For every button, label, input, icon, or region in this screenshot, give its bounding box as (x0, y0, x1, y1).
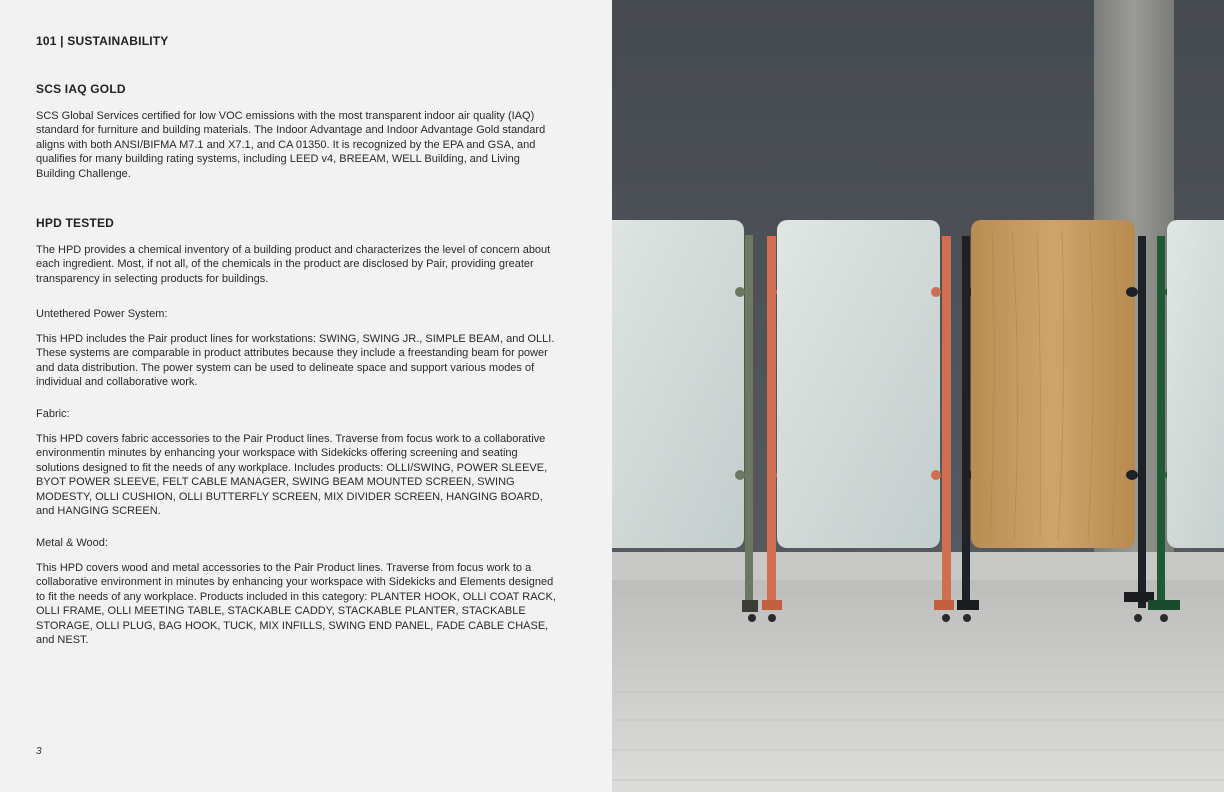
hpd-body: The HPD provides a chemical inventory of a building product and characterizes the level of concern about each ingredient. Most, if not all, of the chemicals in the product are disclosed by Pair, providing greater transparency in selecting products for buildings. (36, 244, 551, 285)
glass-panel-2 (777, 220, 940, 548)
power-label: Untethered Power System: (36, 308, 168, 320)
scs-body: SCS Global Services certified for low VOC emissions with the most transparent indoor air quality (IAQ) standard for furniture and building materials. The Indoor Advantage and Indoor Advantage Gold standard aligns with both ANSI/BIFMA M7.1 and X7.1, and CA 01350. It is recognized by the EPA and GSA, and qualifies for many building rating systems, including LEED v4, BREEAM, WELL Building, and Living Building Challenge. (36, 110, 546, 180)
scs-title: SCS IAQ GOLD (36, 82, 126, 96)
floor (612, 580, 1224, 792)
fabric-body: This HPD covers fabric accessories to the Pair Product lines. Traverse from focus work to a collaborative environmentin minutes by enhancing your workspace with Sidekicks offering screening and seating solutions designed to fit the needs of any workplace. Includes products: OLLI/SWING, POWER SLEEVE, BYOT POWER SLEEVE, FELT CABLE MANAGER, SWING BEAM MOUNTED SCREEN, SWING MODESTY, OLLI CUSHION, OLLI BUTTERFLY SCREEN, MIX DIVIDER SCREEN, HANGING BOARD, and HANGING SCREEN. (36, 433, 548, 518)
hpd-title: HPD TESTED (36, 216, 115, 230)
power-body: This HPD includes the Pair product lines for workstations: SWING, SWING JR., SIMPLE BEAM, and OLLI. These systems are comparable in product attributes because they include a freestanding beam for power and data distribution. The power system can be used to delineate space and support various modes of individual and collaborative work. (36, 333, 555, 389)
page-header: 101 | SUSTAINABILITY (36, 34, 169, 48)
product-photo (612, 0, 1224, 792)
product-photo-illustration (612, 0, 1224, 792)
wood-panel (971, 220, 1135, 548)
page-number: 3 (36, 746, 42, 757)
post-green (1157, 236, 1165, 608)
post-coral (767, 236, 776, 608)
metal-label: Metal & Wood: (36, 537, 108, 549)
baseboard (612, 552, 1224, 582)
post-olive (745, 235, 753, 605)
glass-panel-3 (1167, 220, 1224, 548)
glass-panel-1 (612, 220, 744, 548)
post-black-2 (1138, 236, 1146, 608)
fabric-label: Fabric: (36, 408, 70, 420)
metal-body: This HPD covers wood and metal accessories to the Pair Product lines. Traverse from focus work to a collaborative environment in minutes by enhancing your workspace with Sidekicks and Elements designed to fit the needs of any workplace. Products included in this category: PLANTER HOOK, OLLI COAT RACK, OLLI FRAME, OLLI MEETING TABLE, STACKABLE CADDY, STACKABLE PLANTER, STACKABLE STORAGE, OLLI PLUG, BAG HOOK, TUCK, MIX INFILLS, SWING END PANEL, FADE CABLE CHASE, and NEST. (36, 562, 556, 647)
post-coral-2 (942, 236, 951, 608)
